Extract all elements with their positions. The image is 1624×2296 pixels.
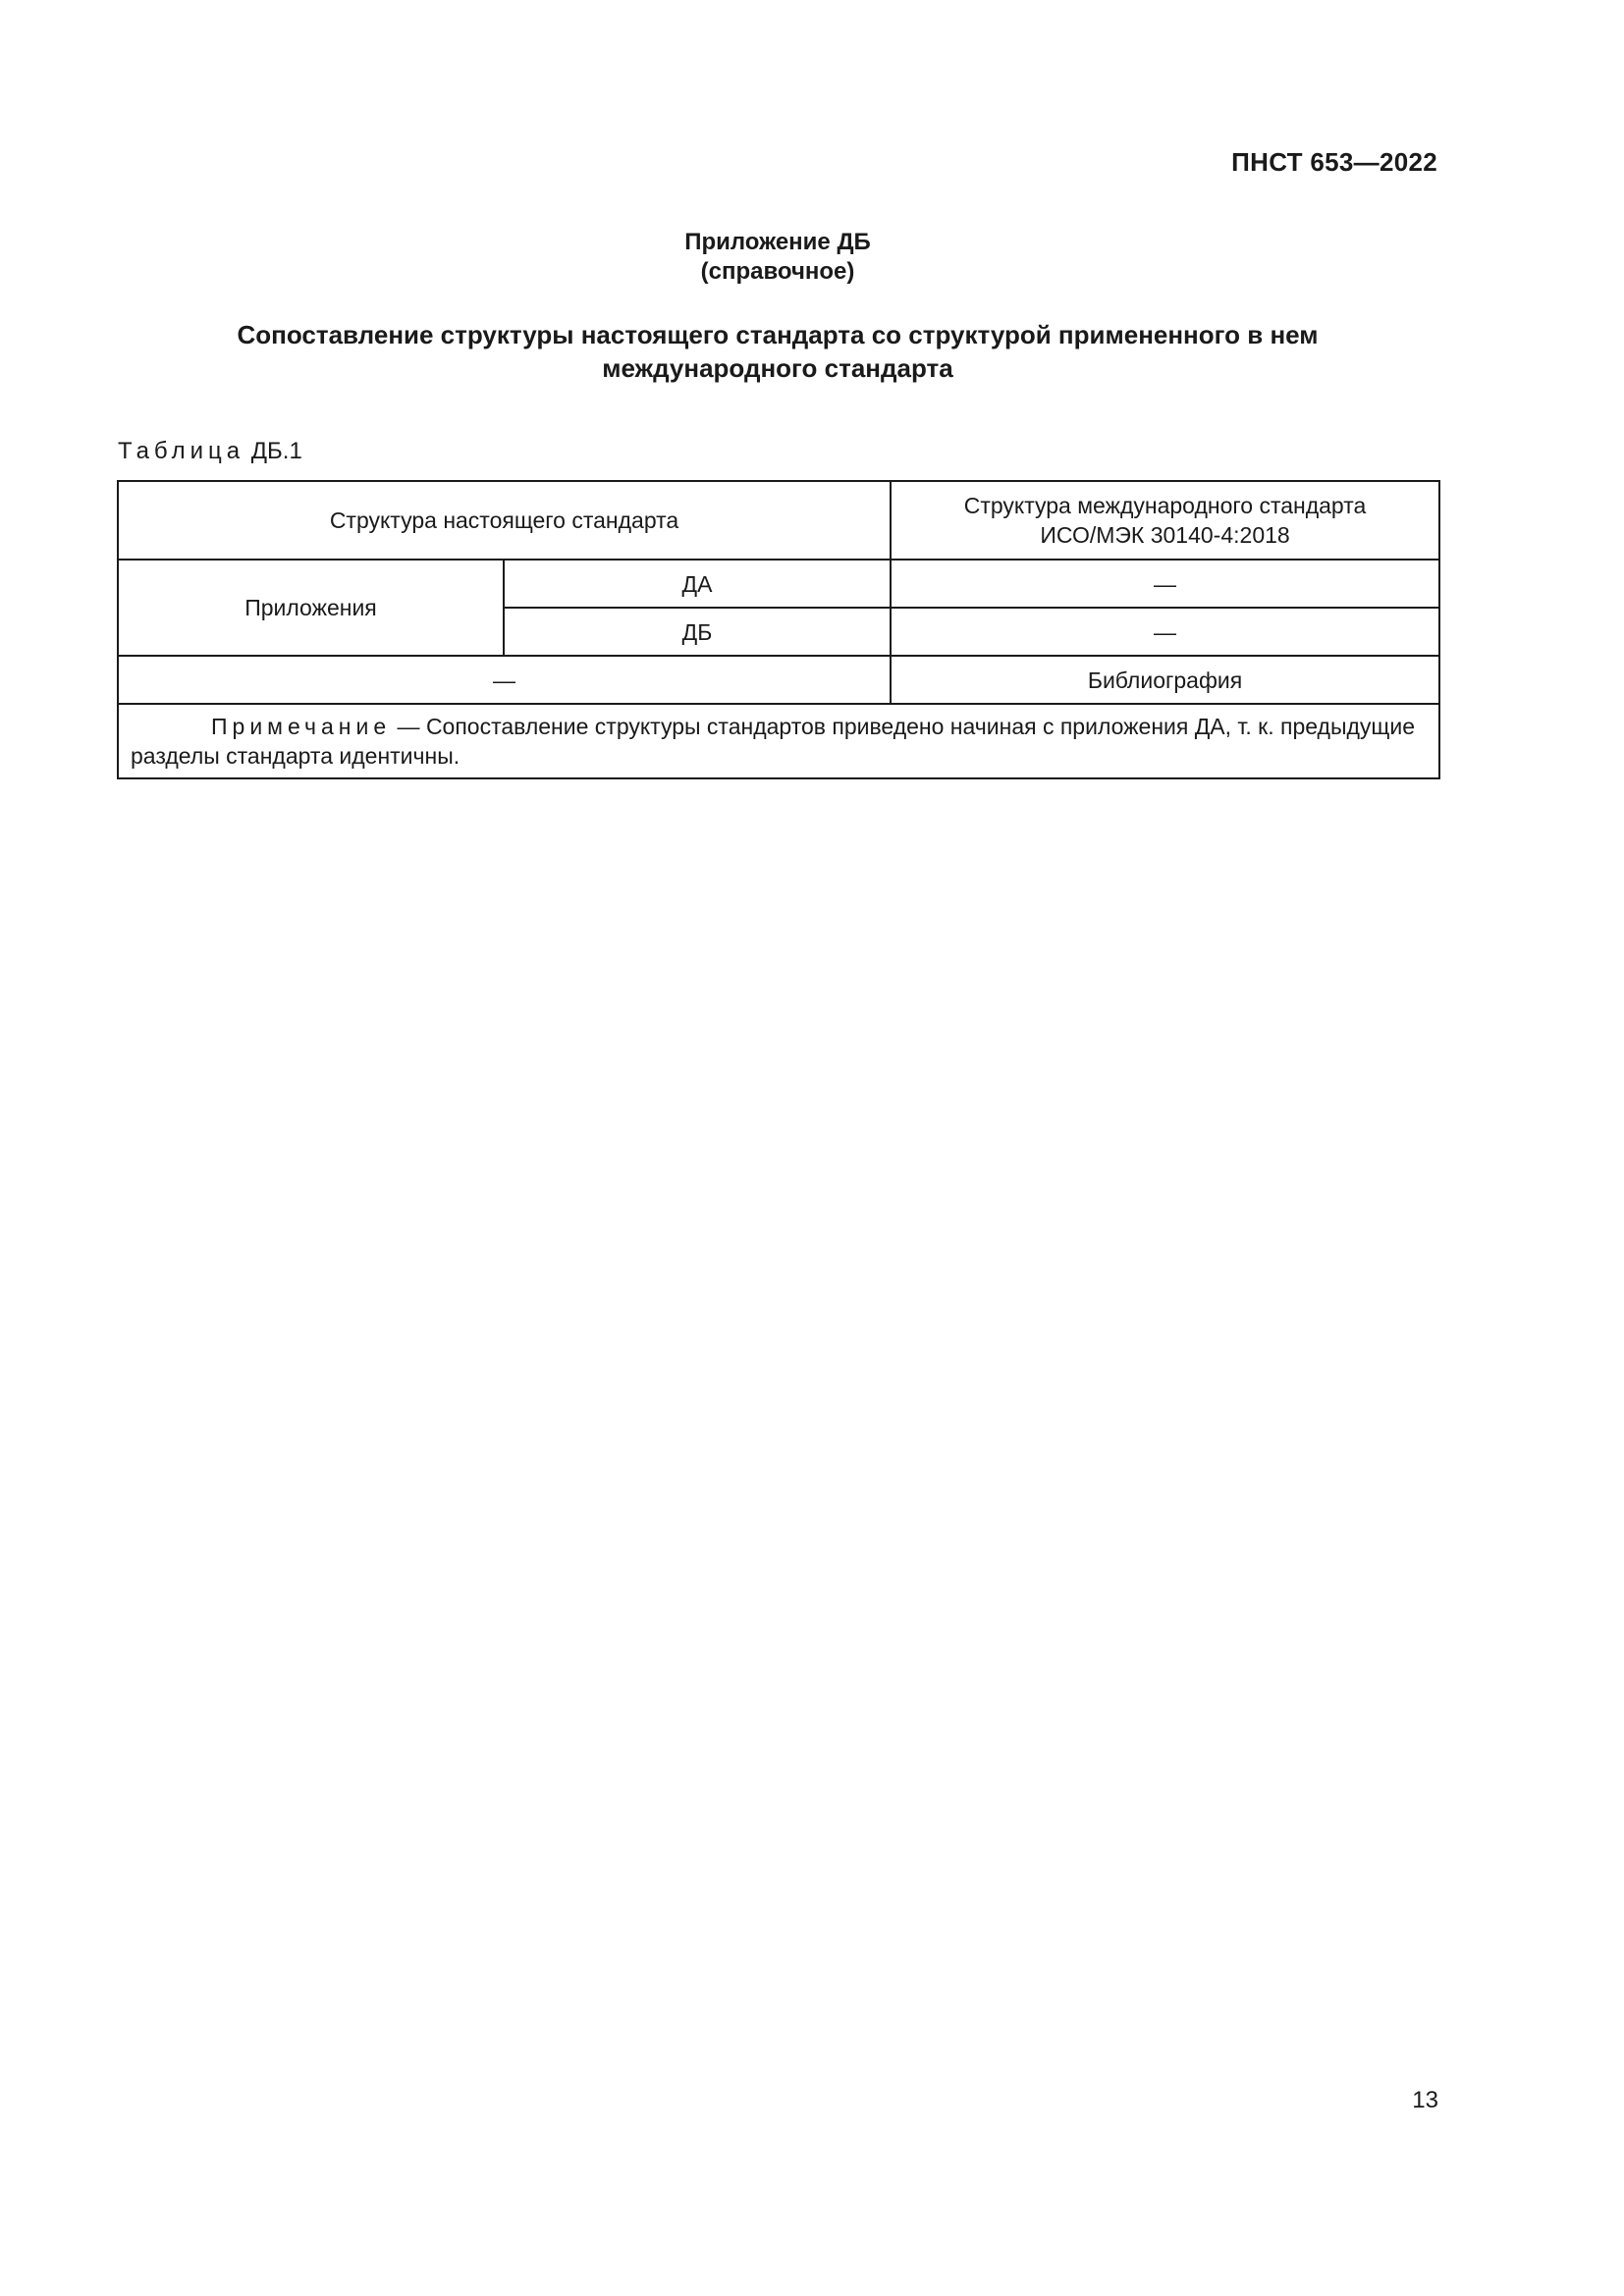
table-caption-number: ДБ.1: [250, 438, 302, 464]
section-title-line-2: международного стандарта: [602, 353, 953, 383]
cell-intl-db: —: [891, 608, 1439, 656]
section-title-line-1: Сопоставление структуры настоящего стандарта со структурой примененного в нем: [237, 320, 1319, 349]
cell-annexes-group: Приложения: [118, 560, 504, 656]
note-text: Сопоставление структуры стандартов приведено начиная с приложения ДА, т. к. предыдущие разделы стандарта идентичны.: [131, 714, 1415, 769]
page-number: 13: [1412, 2087, 1438, 2113]
section-title: [118, 318, 1437, 385]
document-code: ПНСТ 653—2022: [1231, 147, 1437, 177]
table-caption: [118, 438, 302, 465]
structure-comparison-table: [117, 480, 1440, 779]
note-label: Примечание: [211, 714, 392, 739]
header-national-structure: Структура настоящего стандарта: [118, 481, 891, 560]
annex-heading: [0, 228, 1555, 287]
header-international-structure: [891, 481, 1439, 560]
table-caption-label: Таблица: [118, 438, 245, 464]
header-intl-line-2: ИСО/МЭК 30140-4:2018: [1040, 522, 1290, 548]
table-header-row: [118, 481, 1439, 560]
table-note-row: [118, 704, 1439, 778]
cell-intl-da: —: [891, 560, 1439, 608]
cell-national-bibliography: —: [118, 656, 891, 704]
annex-subtitle: (справочное): [700, 258, 855, 285]
table-row: [118, 560, 1439, 608]
note-dash: —: [397, 714, 420, 739]
cell-annex-db: ДБ: [504, 608, 891, 656]
cell-intl-bibliography: Библиография: [891, 656, 1439, 704]
annex-title: Приложение ДБ: [684, 229, 871, 255]
table-note: [118, 704, 1439, 778]
table-row: [118, 656, 1439, 704]
header-intl-line-1: Структура международного стандарта: [963, 493, 1367, 518]
cell-annex-da: ДА: [504, 560, 891, 608]
